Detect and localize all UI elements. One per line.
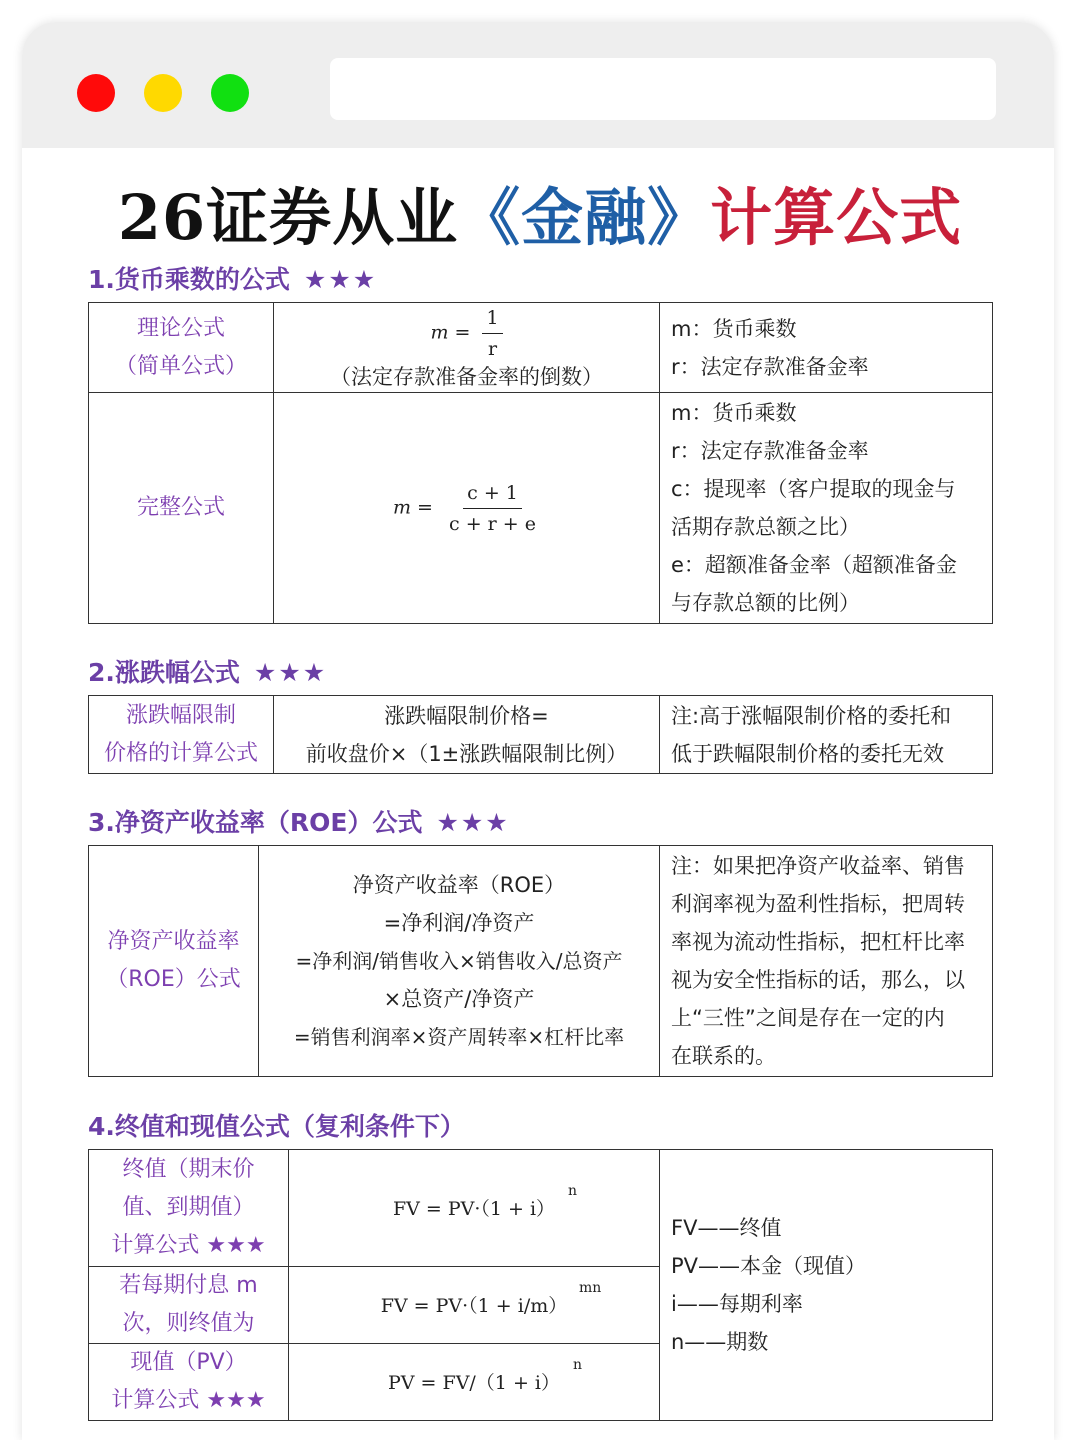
section-heading-price-limit: 2.涨跌幅公式 ★★★ [88,658,328,687]
formula-cell [289,1267,660,1344]
window-title-bar [22,22,1054,148]
notes-cell: FV——终值 PV——本金（现值） i——每期利率 n——期数 [660,1150,993,1421]
present-value-formula: PV = FV/（1 + i） n [388,1356,582,1394]
table-row [89,1150,993,1267]
row-label: 现值（PV） 计算公式 ★★★ [89,1344,289,1421]
notes-cell: m：货币乘数 r：法定存款准备金率 c：提现率（客户提取的现金与 活期存款总额之比） e：超额准备金率（超额准备金 与存款总额的比例） [660,393,993,624]
formula-cell: m = $\frac{1}{r}$ （法定存款准备金率的倒数） [274,303,660,393]
minimize-window-button[interactable] [144,74,182,112]
future-present-value-table [88,1149,993,1421]
simple-multiplier-formula: m = $\frac{1}{r}$ [274,305,659,362]
compound-future-value-formula: FV = PV·（1 + i/m） mn [380,1279,602,1317]
formula-cell [274,393,660,624]
section-heading-future-present-value: 4.终值和现值公式（复利条件下） [88,1112,465,1141]
page-title: 26证券从业《金融》计算公式 [117,181,963,254]
notes-cell: m：货币乘数 r：法定存款准备金率 [660,303,993,393]
notes-cell: 注:高于涨幅限制价格的委托和 低于跌幅限制价格的委托无效 [660,696,993,774]
roe-table [88,845,993,1077]
future-value-formula: FV = PV·（1 + i） n [392,1182,578,1220]
formula-cell: 净资产收益率（ROE） =净利润/净资产 =净利润/销售收入×销售收入/总资产 ×总资产/净资产 =销售利润率×资产周转率×杠杆比率 [259,846,660,1077]
formula-cell [289,1344,660,1421]
row-label: 完整公式 [89,393,274,624]
row-label: 净资产收益率 （ROE）公式 [89,846,259,1077]
table-row [89,696,993,774]
formula-cell: 涨跌幅限制价格= 前收盘价×（1±涨跌幅限制比例） [274,696,660,774]
table-row [89,393,993,624]
price-limit-table [88,695,993,774]
row-label: 若每期付息 m 次，则终值为 [89,1267,289,1344]
notes-cell: 注：如果把净资产收益率、销售 利润率视为盈利性指标，把周转 率视为流动性指标，把杠杆比率 视为安全性指标的话，那么，以 上“三性”之间是存在一定的内 在联系的。 [660,846,993,1077]
table-row [89,846,993,1077]
full-multiplier-formula: m = $\frac{c + 1}{c + r + e}$ [393,481,536,535]
row-label: 理论公式 （简单公式） [89,303,274,393]
address-bar[interactable] [330,58,996,120]
section-heading-roe: 3.净资产收益率（ROE）公式 ★★★ [88,808,510,837]
row-label: 涨跌幅限制 价格的计算公式 [89,696,274,774]
maximize-window-button[interactable] [211,74,249,112]
formula-cell [289,1150,660,1267]
table-row [89,303,993,393]
row-label: 终值（期末价 值、到期值） 计算公式 ★★★ [89,1150,289,1267]
close-window-button[interactable] [77,74,115,112]
section-heading-money-multiplier: 1.货币乘数的公式 ★★★ [88,265,378,294]
money-multiplier-table [88,302,993,624]
